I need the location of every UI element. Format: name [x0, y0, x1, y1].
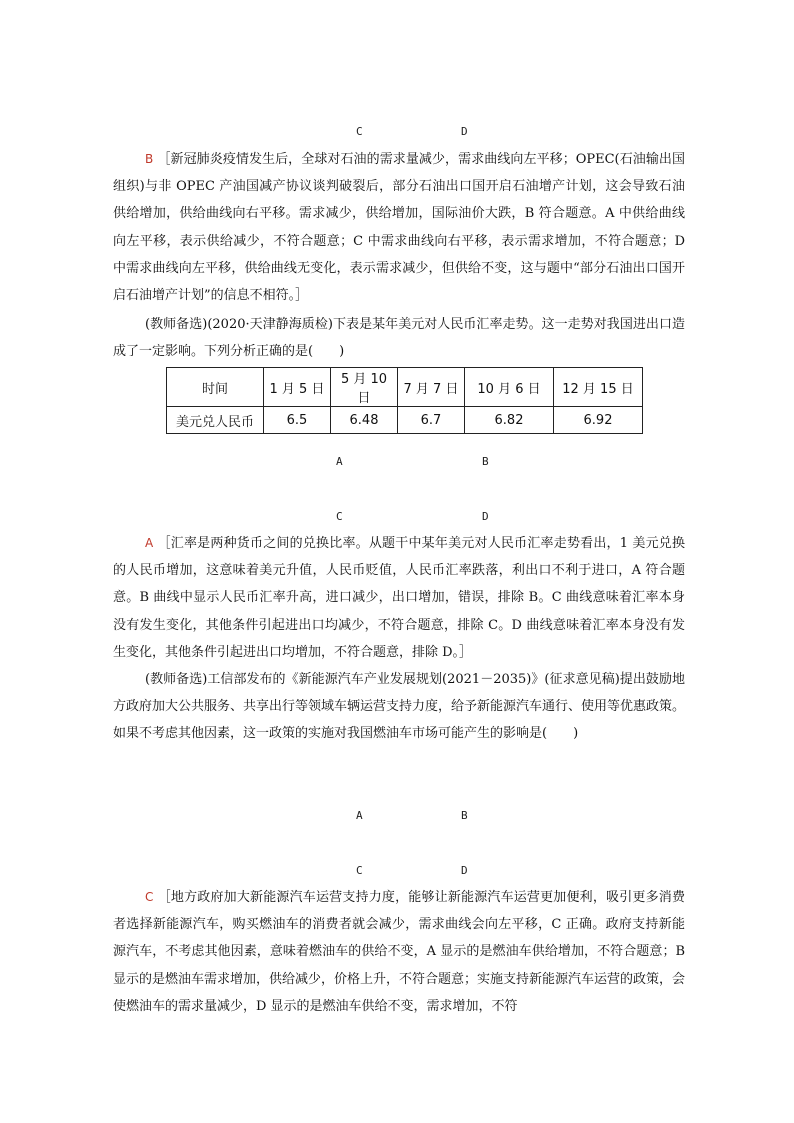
option-c-label: C	[356, 864, 363, 877]
option-c-label: C	[336, 510, 343, 523]
table-row	[167, 368, 643, 407]
option-a-label: A	[356, 809, 363, 822]
table-cell: 6.7	[398, 407, 465, 434]
answer-letter: B	[145, 152, 154, 166]
option-c-label: C	[356, 125, 363, 138]
table-cell: 12 月 15 日	[554, 368, 643, 407]
option-d-label: D	[461, 864, 468, 877]
exchange-rate-table	[166, 367, 643, 434]
table-cell: 10 月 6 日	[465, 368, 554, 407]
answer-text: ［地方政府加大新能源汽车运营支持力度，能够让新能源汽车运营更加便利，吸引更多消费者选择新能源汽车，购买燃油车的消费者就会减少，需求曲线会向左平移，C 正确。政府支持新能源汽车，不考虑其他因素，意味着燃油车的供给不变，A 显示的是燃油车供给增加，不符合题意；B 显示的是燃油车需求增加，供给减少，价格上升，不符合题意；实施支持新能源汽车运营的政策，会使燃油车的需求量减少，D 显示的是燃油车供给不变，需求增加，不符	[113, 890, 686, 1014]
table-cell: 1 月 5 日	[264, 368, 331, 407]
table-cell: 时间	[167, 368, 264, 407]
option-a-label: A	[336, 455, 343, 468]
question-3: (教师备选)工信部发布的《新能源汽车产业发展规划(2021－2035)》(征求意见稿)提出鼓励地方政府加大公共服务、共享出行等领域车辆运营支持力度，给予新能源汽车通行、使用等优惠政策。如果不考虑其他因素，这一政策的实施对我国燃油车市场可能产生的影响是( )	[113, 672, 686, 742]
answer-explanation-3	[113, 884, 685, 1020]
question-2: (教师备选)(2020·天津静海质检)下表是某年美元对人民币汇率走势。这一走势对我国进出口造成了一定影响。下列分析正确的是( )	[113, 317, 685, 360]
answer-explanation-1	[113, 146, 685, 309]
table-cell: 7 月 7 日	[398, 368, 465, 407]
table-cell: 6.82	[465, 407, 554, 434]
table-cell: 6.5	[264, 407, 331, 434]
table-cell: 美元兑人民币	[167, 407, 264, 434]
option-b-label: B	[482, 455, 489, 468]
option-d-label: D	[482, 510, 489, 523]
option-d-label: D	[461, 125, 468, 138]
table-cell: 5 月 10 日	[331, 368, 398, 407]
answer-letter: C	[145, 890, 154, 904]
answer-text: ［新冠肺炎疫情发生后，全球对石油的需求量减少，需求曲线向左平移；OPEC(石油输出国组织)与非 OPEC 产油国减产协议谈判破裂后，部分石油出口国开启石油增产计划，这会导致石油供给增加，供给曲线向右平移。需求减少，供给增加，国际油价大跌，B 符合题意。A 中供给曲线向左平移，表示供给减少，不符合题意；C 中需求曲线向右平移，表示需求增加，不符合题意；D 中需求曲线向左平移，供给曲线无变化，表示需求减少，但供给不变，这与题中“部分石油出口国开启石油增产计划”的信息不相符。］	[113, 152, 685, 304]
table-cell: 6.48	[331, 407, 398, 434]
table-row	[167, 407, 643, 434]
answer-letter: A	[145, 536, 154, 550]
answer-text: ［汇率是两种货币之间的兑换比率。从题干中某年美元对人民币汇率走势看出，1 美元兑换的人民币增加，这意味着美元升值，人民币贬值，人民币汇率跌落，利出口不利于进口，A 符合题意。B 曲线中显示人民币汇率升高，进口减少，出口增加，错误，排除 B。C 曲线意味着汇率本身没有发生变化，其他条件引起进出口均减少，不符合题意，排除 C。D 曲线意味着汇率本身没有发生变化，其他条件引起进出口均增加，不符合题意，排除 D。］	[113, 536, 685, 660]
option-b-label: B	[461, 809, 468, 822]
answer-explanation-2	[113, 530, 685, 666]
table-cell: 6.92	[554, 407, 643, 434]
